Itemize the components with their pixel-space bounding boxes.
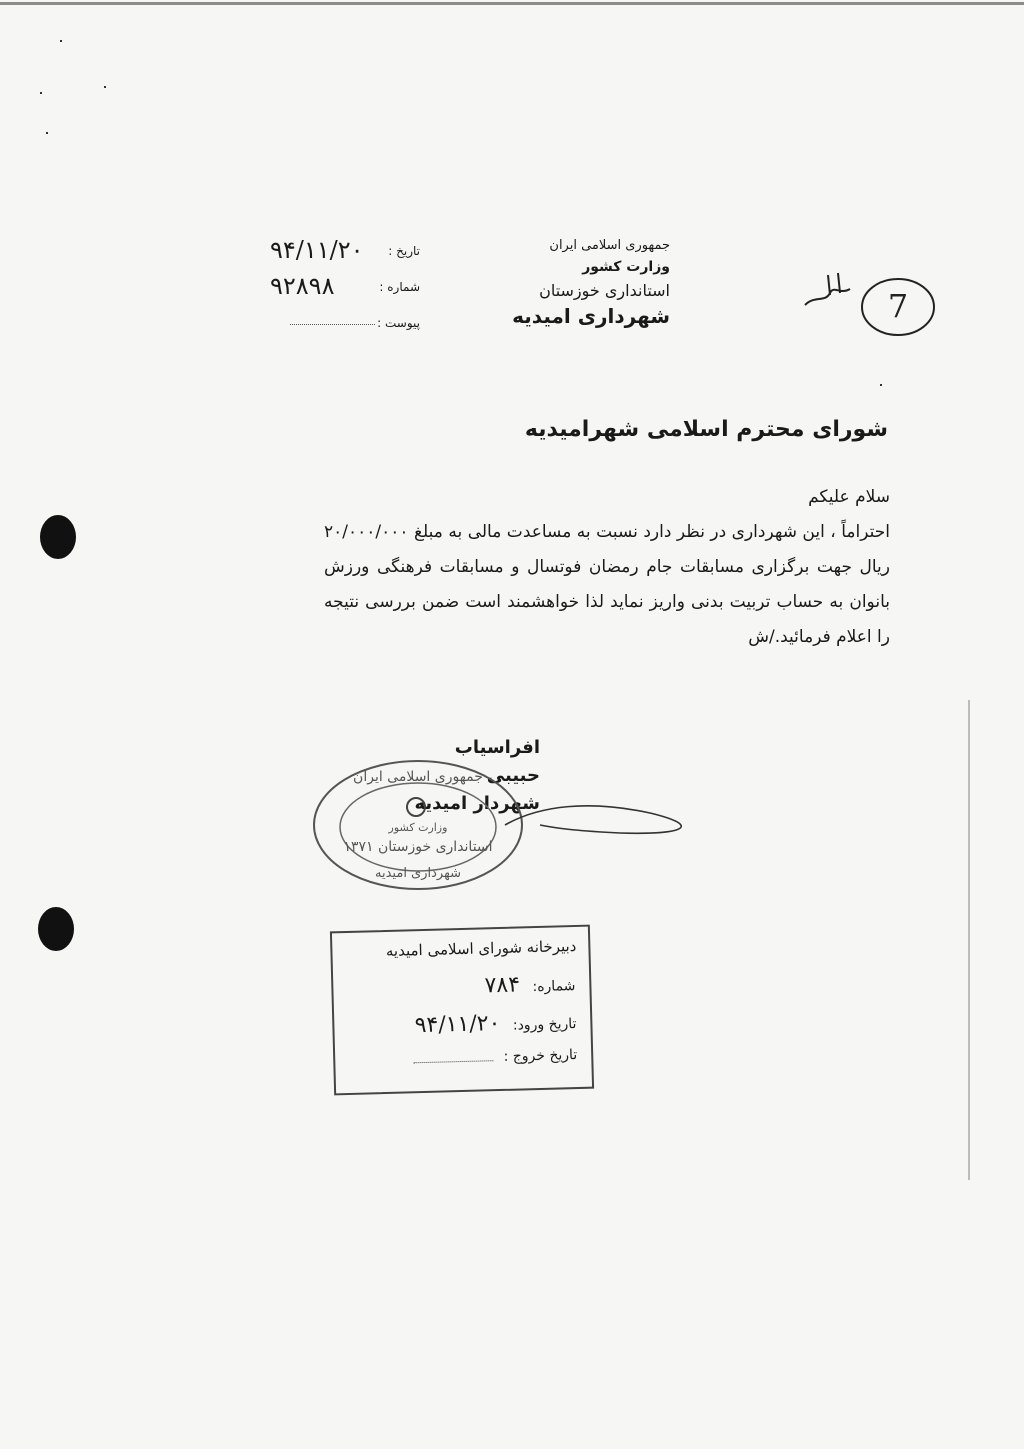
punch-hole (40, 515, 76, 559)
letterhead (500, 238, 670, 328)
letterhead-line-3: استانداری خوزستان (539, 281, 670, 300)
page-marker-text: 7 (887, 287, 909, 325)
punch-hole (38, 907, 74, 951)
emblem-icon (407, 798, 425, 816)
greeting: سلام علیکم (808, 487, 890, 507)
scan-speck (880, 384, 882, 386)
scan-speck (46, 132, 48, 134)
seal-bottom-text: شهرداری امیدیه (375, 866, 461, 881)
scan-margin-line (968, 700, 970, 1180)
seal-middle-text: وزارت کشور (388, 821, 448, 834)
letterhead-line-2: وزارت کشور (582, 259, 670, 275)
number-value: ۹۲۸۹۸ (270, 272, 335, 300)
official-seal (308, 755, 528, 895)
seal-inner-text: استانداری خوزستان ۱۳۷۱ (343, 839, 493, 855)
handwritten-initial-icon (800, 265, 860, 315)
stamp-exit-dots (413, 1060, 493, 1063)
attachment-dots (290, 324, 375, 325)
signer-name: افراسیاب حبیبی (454, 737, 540, 786)
signer-title: شهردار امیدیه (414, 793, 540, 814)
scan-edge (0, 2, 1024, 5)
stamp-exit-row (413, 1047, 577, 1067)
stamp-exit-label: تاریخ خروج : (503, 1047, 578, 1065)
stamp-number-row (484, 971, 575, 998)
stamp-number-value: ۷۸۴ (484, 972, 521, 999)
addressee: شورای محترم اسلامی شهرامیدیه (524, 417, 888, 442)
scan-speck (104, 86, 106, 88)
letterhead-line-1: جمهوری اسلامی ایران (549, 238, 670, 253)
number-label: شماره : (379, 280, 420, 294)
stamp-title: دبیرخانه شورای اسلامی امیدیه (385, 936, 577, 960)
seal-outer-text: جمهوری اسلامی ایران (353, 769, 483, 785)
letter-body (324, 480, 890, 655)
stamp-entry-row (414, 1009, 576, 1038)
letter-meta (270, 236, 420, 352)
date-label: تاریخ : (388, 244, 420, 258)
signature-stroke-icon (500, 795, 700, 845)
scan-speck (60, 40, 62, 42)
attachment-label: پیوست : (377, 316, 420, 330)
letterhead-line-4: شهرداری امیدیه (512, 304, 670, 328)
stamp-entry-label: تاریخ ورود: (512, 1016, 577, 1034)
secretariat-receipt-stamp (330, 925, 594, 1096)
body-paragraph: احتراماً ، این شهرداری در نظر دارد نسبت به مساعدت مالی به مبلغ ۲۰/۰۰۰/۰۰۰ ریال جهت برگزاری مسابقات جام رمضان فوتسال و مسابقات فرهنگی ورزش بانوان به حساب تربیت بدنی واریز نماید لذا خواهشمند است ضمن بررسی نتیجه را اعلام فرمائید./ش (324, 522, 890, 647)
scan-speck (40, 92, 42, 94)
stamp-number-label: شماره: (532, 978, 576, 996)
circled-page-number (856, 273, 936, 339)
date-value: ۹۴/۱۱/۲۰ (270, 236, 364, 264)
stamp-entry-value: ۹۴/۱۱/۲۰ (414, 1011, 501, 1039)
